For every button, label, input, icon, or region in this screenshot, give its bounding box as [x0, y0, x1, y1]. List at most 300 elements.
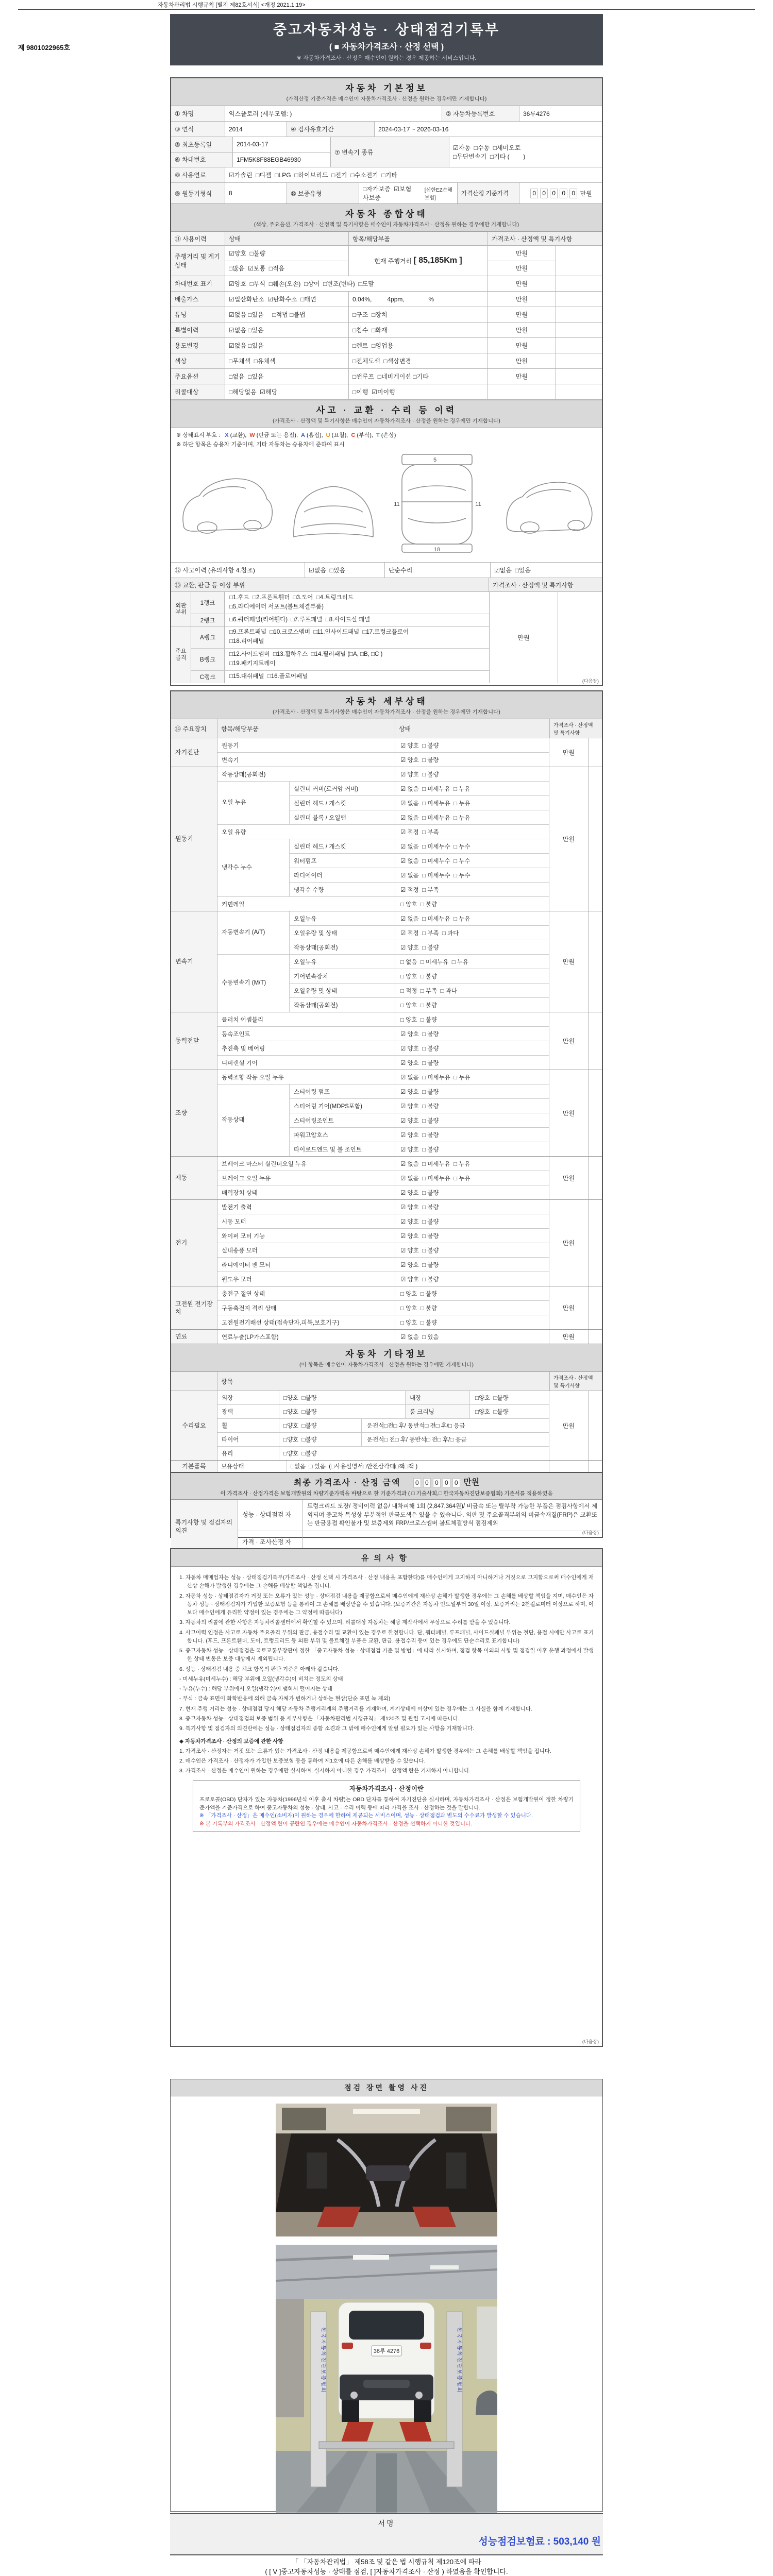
misc-item-state2: □양호 □불량: [475, 1409, 509, 1415]
detail-item: [290, 868, 549, 883]
accident-history-state: ☑없음 □있음: [305, 563, 385, 578]
misc-item-state: □양호 □불량: [279, 1405, 406, 1418]
detail-item: [217, 897, 549, 911]
detail-group: [171, 1200, 602, 1286]
detail-group-body: [217, 738, 549, 767]
detail-item: [217, 1185, 549, 1199]
warranty-label: ⑩ 보증유형: [287, 183, 359, 204]
detail-item-label: 추진축 및 베어링: [217, 1041, 395, 1055]
detail-item-state: □ 없음 □ 미세누유 □ 누유: [400, 959, 469, 965]
detail-run: [217, 1243, 549, 1258]
rank-items: [225, 614, 489, 626]
misc-basic-item-state: □없음 □ 있음 (□사용설명서□안전삼각대□잭□잭 ): [291, 1464, 418, 1470]
warranty-value: [359, 183, 458, 204]
price-cell: [549, 1461, 588, 1472]
detail-subgroup-label: 수동변속기 (M/T): [217, 955, 290, 1012]
detail-item-label: 실린더 블록 / 오일팬: [290, 810, 395, 824]
fuel-value: ☑가솔린 □디젤 □LPG □하이브리드 □전기 □수소전기 □기타: [229, 172, 397, 179]
car-name-value: 익스플로러 (세부모델: ): [225, 106, 442, 121]
rank-group: [171, 626, 489, 683]
detail-item-state: ☑ 양호 □ 불량: [400, 1132, 439, 1139]
rank-table: [171, 592, 602, 683]
state-code-desc: (판금 또는 용접),: [255, 432, 298, 438]
inspection-period-value: 2024-03-17 ~ 2026-03-16: [378, 125, 449, 133]
misc-item-label2: 내장: [406, 1391, 470, 1404]
detail-item-state: ☑ 양호 □ 불량: [400, 1204, 439, 1211]
summary-row-state: ☑없음 □있음: [225, 338, 349, 353]
misc-header-item: 항목: [217, 1372, 550, 1391]
detail-item: [217, 738, 549, 752]
section-box-2: [170, 690, 603, 1546]
detail-item-label: 타이로드엔드 및 볼 조인트: [290, 1142, 395, 1156]
notes-cell: [556, 369, 602, 384]
rank-items-line: □6.쿼터패널(리어휀다) □7.루프패널 □8.사이드실 패널: [229, 616, 371, 623]
detail-group: [171, 1070, 602, 1157]
notes-cell: [588, 738, 602, 767]
notice-paragraph: - 누유(누수) : 해당 부위에서 오일(냉각수)이 맺혀서 떨어지는 상태: [179, 1686, 333, 1692]
detail-item-label: 작동상태(공회전): [290, 998, 395, 1012]
detail-run: [217, 1041, 549, 1056]
detail-item-label: 스티어링 기어(MDPS포함): [290, 1099, 395, 1113]
detail-group: [171, 767, 602, 911]
rank-name: C랭크: [191, 671, 225, 683]
summary-row: [171, 369, 602, 384]
signature-label: 서명: [378, 2519, 395, 2528]
rear-view-photo: [276, 2245, 497, 2513]
notes-cell: [588, 1330, 602, 1344]
detail-group-name: 연료: [171, 1330, 217, 1344]
diagram-number-right: 11: [475, 501, 481, 507]
summary-row-state: ☑없음 □있음: [225, 323, 349, 337]
top-rule: [18, 9, 755, 10]
misc-repair-block: [171, 1391, 602, 1461]
base-price-unit: 만원: [580, 190, 592, 197]
detail-run: [217, 767, 549, 782]
reg-no-value: 36루4276: [523, 110, 550, 117]
detail-item: [290, 1142, 549, 1156]
detail-subtitle: (가격조사 · 산정액 및 특기사항은 매수인이 자동차가격조사 · 산정을 원하는 경우에만 기재합니다): [273, 709, 500, 715]
summary-row-part: □썬루프 □네비게이션 □기타: [349, 369, 488, 384]
underbody-photo: [276, 2104, 497, 2236]
detail-subgroup-label: 오일 누유: [217, 782, 290, 824]
detail-item-label: 연료누출(LP가스포함): [217, 1330, 395, 1344]
price-digit: 0: [530, 189, 538, 198]
detail-item: [217, 1330, 549, 1344]
misc-item-extra: 운전석□전□ 후/ 동반석□ 전□ 후/□ 응급: [367, 1423, 465, 1429]
detail-item: [217, 767, 549, 781]
detail-item-label: 변속기: [217, 753, 395, 767]
detail-item: [290, 810, 549, 824]
detail-item-state: ☑ 양호 □ 불량: [400, 1276, 439, 1283]
detail-item-label: 워터펌프: [290, 854, 395, 868]
detail-group-name: 조향: [171, 1070, 217, 1156]
summary-mileage-row: [171, 246, 602, 276]
detail-header-price: 가격조사 · 산정액 및 특기사항: [550, 719, 602, 738]
document-note: ※ 자동차가격조사 · 산정은 매수인이 원하는 경우 제공하는 서비스입니다.: [296, 55, 477, 61]
detail-band: [171, 691, 602, 719]
rank-group: [171, 592, 489, 626]
detail-item-label: 윈도우 모터: [217, 1272, 395, 1286]
notice-paragraph: 9. 특기사항 및 점검자의 의견란에는 성능 · 상태점검자의 종합 소견과 그 밖에 매수인에게 알릴 필요가 있는 사항을 기재합니다.: [179, 1725, 474, 1732]
state-code-desc: (교환),: [228, 432, 247, 438]
detail-item-label: 배력장치 상태: [217, 1185, 395, 1199]
detail-item-label: 클러치 어셈블리: [217, 1012, 395, 1026]
detail-item-label: 스티어링조인트: [290, 1113, 395, 1127]
detail-item-state: ☑ 없음 □ 미세누유 □ 누유: [400, 1175, 470, 1182]
detail-group-body: [217, 1200, 549, 1286]
notes-cell: [556, 292, 602, 307]
detail-item: [290, 1084, 549, 1099]
detail-item-label: 브레이크 마스터 실린더오일 누유: [217, 1157, 395, 1171]
notes-cell: [556, 338, 602, 353]
misc-basic-block: [171, 1461, 602, 1472]
model-year-value: 2014: [225, 122, 287, 137]
notes-cell: [588, 1200, 602, 1286]
detail-group-name: 자기진단: [171, 738, 217, 767]
rank-row: [191, 649, 489, 671]
notice-price-heading: ◆ 자동차가격조사 · 산정의 보증에 관한 사항: [179, 1738, 283, 1744]
price-digit: 0: [433, 1478, 441, 1488]
reg-no-label: ② 자동차등록번호: [442, 106, 519, 121]
detail-run: [217, 897, 549, 911]
detail-item: [290, 955, 549, 969]
summary-row: [171, 292, 602, 307]
detail-item-state: ☑ 없음 □ 미세누유 □ 누유: [400, 800, 470, 807]
detail-item-state: ☑ 양호 □ 불량: [400, 1089, 439, 1095]
detail-run: [217, 1157, 549, 1171]
detail-item: [290, 911, 549, 926]
mileage-prefix: 현재 주행거리: [374, 257, 412, 265]
warranty-checks: □자가보증 ☑보험사보증: [363, 185, 412, 201]
price-cell: 만원: [549, 911, 588, 1012]
detail-group-body: [217, 1012, 549, 1070]
summary-row-part: □구조 □장치: [349, 307, 488, 322]
diagram-number-left: 11: [394, 501, 400, 507]
model-year-label: ③ 연식: [171, 122, 225, 137]
state-code-letter: A: [301, 432, 305, 438]
detail-run: [217, 1229, 549, 1243]
detail-item-state: ☑ 양호 □ 불량: [400, 1247, 439, 1254]
engine-type-label: ⑨ 원동기형식: [171, 183, 225, 204]
notes-cell: [588, 1391, 602, 1460]
price-digit: 0: [423, 1478, 431, 1488]
lift-post-text-right: 한국자동차진단보증협회: [456, 2327, 462, 2394]
detail-item-state: □ 양호 □ 불량: [400, 1305, 438, 1312]
notice-paragraph: 2. 자동차 성능 · 상태점검자가 거짓 또는 오류가 있는 성능 · 상태점검 내용을 제공함으로써 매수인에게 재산상 손해가 발생한 경우에는 그 손해를 배상할 책임을 지며, 매수인은 자동차 성능 · 상태점검자가 가입한 보증보험 등을 통하여 그 손해를 배상받을 수 있습니다. (보증기간은 자동차 인도일부터 30일 이상, 보증거리는 2천킬로미터 이상으로 하며, 이보다 매수인에게 유리한 약정이 있는 경우에는 그 약정에 따릅니다): [179, 1592, 594, 1616]
price-definition-note-blue: ※ 「가격조사 · 산정」은 매수인(소비자)이 원하는 경우에 한하여 제공되는 서비스이며, 성능 · 상태점검과 별도의 수수료가 발생할 수 있습니다.: [199, 1812, 533, 1819]
detail-run: [217, 1056, 549, 1070]
detail-subgroup-items: [290, 911, 549, 954]
basic-info-subtitle: (가격산정 기준가격은 매수인이 자동차가격조사 · 산정을 원하는 경우에만 기재합니다): [286, 96, 487, 102]
detail-item: [290, 940, 549, 954]
summary-row-part: □침수 □화재: [349, 323, 488, 337]
misc-item-label: 유리: [217, 1447, 279, 1460]
detail-item: [217, 1070, 549, 1084]
mileage-state-2: □많음 ☑보통 □적음: [229, 265, 285, 273]
detail-item: [217, 825, 549, 839]
detail-header-part: 항목/해당부품: [217, 719, 395, 738]
detail-item: [290, 984, 549, 998]
detail-group-name: 동력전달: [171, 1012, 217, 1070]
notice-paragraph: - 미세누유(미세누수) : 해당 부위에 오일(냉각수)이 비치는 정도의 상태: [179, 1675, 343, 1682]
basic-info-table: [171, 106, 602, 204]
final-price-value: [412, 1476, 479, 1488]
detail-item: [217, 1200, 549, 1214]
misc-header-blank: [171, 1372, 217, 1391]
detail-item: [217, 1056, 549, 1070]
detail-item-state: ☑ 없음 □ 미세누수 □ 누수: [400, 843, 470, 850]
detail-item: [290, 883, 549, 896]
rank-group-label: 외판부위: [171, 592, 191, 626]
detail-group: [171, 1286, 602, 1330]
car-outline-svg: [171, 450, 602, 556]
rank-group-label: 주요골격: [171, 626, 191, 683]
notice-paragraph: 3. 가격조사 · 산정은 매수인이 원하는 경우에만 실시하며, 실시하지 아니한 경우 가격조사 · 산정액 란은 기재하지 아니합니다.: [179, 1768, 471, 1774]
next-page-label: (다음장): [582, 2039, 599, 2044]
misc-title: 자동차 기타정보: [345, 1349, 428, 1359]
notice-title: 유의사항: [171, 1549, 602, 1567]
price-digit: 0: [413, 1478, 421, 1488]
detail-run: [217, 911, 549, 955]
misc-item-extra: 운전석□ 전□ 후/ 동반석□ 전□ 후/□ 응급: [367, 1437, 467, 1443]
rank-items-line: □18.리어패널: [229, 638, 264, 645]
transmission-value: [449, 137, 602, 167]
detail-item-state: ☑ 없음 □ 미세누수 □ 누수: [400, 872, 470, 879]
summary-row: [171, 276, 602, 292]
rank-items: [225, 671, 489, 683]
state-code-letter: X: [225, 432, 229, 438]
notice-paragraph: 2. 매수인은 가격조사 · 산정자가 가입한 보증보험 등을 통하여 제1호에 따른 손해를 배상받을 수 있습니다.: [179, 1758, 426, 1765]
summary-header-state: 상태: [225, 232, 349, 245]
detail-item-state: □ 양호 □ 불량: [400, 973, 438, 980]
footer-line-1: 「 「자동차관리법」 제58조 및 같은 법 시행규칙 제120조에 따라: [292, 2558, 481, 2566]
notice-body: [171, 1567, 602, 1839]
detail-item-label: 브레이크 오일 누유: [217, 1171, 395, 1185]
price-cell: 만원: [489, 592, 558, 683]
detail-group-name: 제동: [171, 1157, 217, 1199]
detail-item-label: 실린더 헤드 / 개스킷: [290, 796, 395, 810]
detail-run: [217, 1301, 549, 1315]
summary-row: [171, 307, 602, 323]
summary-row-label: 특별이력: [171, 323, 225, 337]
misc-item-label2: 룸 크리닝: [406, 1405, 470, 1418]
detail-run: [217, 1084, 549, 1156]
rank-items: [225, 626, 489, 648]
detail-item: [290, 854, 549, 868]
rank-rows: [191, 626, 489, 683]
summary-row: [171, 384, 602, 400]
detail-item-state: □ 양호 □ 불량: [400, 1291, 438, 1297]
detail-item-state: ☑ 양호 □ 불량: [400, 1060, 439, 1066]
accident-band: [171, 400, 602, 428]
summary-row-label: 튜닝: [171, 307, 225, 322]
notes-cell: [556, 246, 602, 276]
rank-name: 1랭크: [191, 592, 225, 614]
inspector-opinion-text: 트렁크리드 도장/ 정비이력 없음/ 내차피해 1회 (2,847,364원)/ 비금속 또는 탈부착 가능한 부품은 점검사항에서 제외되며 중고차 특성상 부분적인 판금도색은 있을 수 있습니다. 외판 및 주요골격부위의 비금속재질(FRP)은 교환또는 판금용접 확인불가 및 보증제외 FRP/크로스멤버 볼트체결방식 점검제외: [307, 1503, 597, 1527]
price-cell: 만원: [549, 767, 588, 911]
misc-basic-item-label: 보유상태: [217, 1461, 287, 1472]
summary-table: [171, 232, 602, 400]
detail-item-label: 동력조향 작동 오일 누유: [217, 1070, 395, 1084]
notes-cell: [588, 911, 602, 1012]
summary-subtitle: (색상, 주요옵션, 가격조사 · 산정액 및 특기사항은 매수인이 자동차가격조사 · 산정을 원하는 경우에만 기재합니다): [254, 222, 519, 228]
detail-item-state: ☑ 적정 □ 부족 □ 과다: [400, 930, 459, 937]
detail-group-body: [217, 1070, 549, 1156]
detail-item-label: 와이퍼 모터 기능: [217, 1229, 395, 1243]
base-price-label: 가격산정 기준가격: [458, 183, 519, 204]
detail-item-label: 구동축전지 격리 상태: [217, 1301, 395, 1315]
photos-title: 점검 장면 촬영 사진: [171, 2079, 602, 2096]
detail-item-label: 충전구 절연 상태: [217, 1286, 395, 1300]
accident-history-table: [171, 562, 602, 683]
misc-item-state: □양호 □불량: [279, 1419, 362, 1432]
price-cell: 만원: [488, 276, 556, 291]
notice-paragraph: 7. 현재 주행 거리는 성능 · 상태점검 당시 해당 자동차 주행거리계의 주행거리를 기재하며, 계기상태에 이상이 있는 경우에는 그 사실을 함께 기재합니다.: [179, 1705, 533, 1712]
form-reference: 자동차관리법 시행규칙 [별지 제82호서식] <개정 2021.1.19>: [158, 2, 306, 8]
mileage-state-1: ☑양호 □불량: [225, 246, 348, 261]
detail-group: [171, 1157, 602, 1200]
detail-item-state: ☑ 없음 □ 미세누유 □ 누유: [400, 786, 470, 792]
state-code-desc: (흠집),: [305, 432, 323, 438]
state-code-letter: C: [351, 432, 356, 438]
detail-item-state: ☑ 없음 □ 미세누유 □ 누유: [400, 815, 470, 821]
summary-row-state: □해당없음 ☑해당: [225, 384, 349, 399]
price-cell: 만원: [549, 1070, 588, 1156]
detail-item-label: 작동상태(공회전): [217, 767, 395, 781]
transmission-label: ⑦ 변속기 종류: [331, 137, 449, 167]
price-definition-body: 프로토콜(OBD) 단자가 있는 자동차(1996년식 이후 출시 차량)는 OBD 단자를 통하여 자기진단을 실시하며, 자동차가격조사 · 산정은 보험개발원이 정한 차량기준가액을 기준가격으로 하여 중고자동차의 성능 · 상태, 사고 · 수리 이력 등에 따라 가격을 조사 · 산정하는 것을 말합니다.: [199, 1796, 574, 1811]
state-code-letter: U: [326, 432, 330, 438]
detail-item-state: ☑ 양호 □ 불량: [400, 944, 439, 951]
detail-item-label: 원동기: [217, 738, 395, 752]
detail-subgroup-label: 자동변속기 (A/T): [217, 911, 290, 954]
summary-row: [171, 323, 602, 338]
final-price-unit: 만원: [463, 1478, 480, 1487]
detail-group-body: [217, 1157, 549, 1199]
price-digit: 0: [560, 189, 567, 198]
notes-cell: [588, 1157, 602, 1199]
detail-group: [171, 1012, 602, 1070]
detail-item-state: □ 적정 □ 부족 □ 과다: [400, 988, 457, 994]
detail-item-label: 오일누유: [290, 911, 395, 925]
opinion-table: [171, 1499, 602, 1554]
detail-item-label: 디퍼렌셜 기어: [217, 1056, 395, 1070]
vin-label: ⑥ 차대번호: [171, 152, 233, 167]
misc-item-state: □양호 □불량: [283, 1451, 317, 1457]
detail-run: [217, 1286, 549, 1301]
detail-run: [217, 1171, 549, 1185]
detail-subgroup-items: [290, 782, 549, 824]
detail-item: [290, 839, 549, 854]
detail-item: [290, 782, 549, 796]
detail-item: [217, 1214, 549, 1228]
detail-run: [217, 1185, 549, 1199]
notes-cell: [588, 1070, 602, 1156]
rank-name: A랭크: [191, 626, 225, 648]
accident-title: 사고 · 교환 · 수리 등 이력: [316, 405, 457, 415]
detail-item: [217, 1315, 549, 1329]
diagram-number-bottom: 18: [433, 547, 441, 553]
detail-item-state: ☑ 양호 □ 불량: [400, 1262, 439, 1268]
exchange-header: ⑬ 교환, 판금 등 이상 부위: [171, 578, 489, 591]
accident-subtitle: (가격조사 · 산정액 및 특기사항은 매수인이 자동차가격조사 · 산정을 원하는 경우에만 기재합니다): [273, 418, 500, 424]
detail-run: [217, 825, 549, 839]
simple-repair-state: ☑없음 □있음: [494, 567, 531, 574]
detail-group-name: 변속기: [171, 911, 217, 1012]
detail-item-state: ☑ 양호 □ 불량: [400, 1146, 439, 1153]
summary-row-label: 용도변경: [171, 338, 225, 353]
vin-value: 1FM5K8F88EGB46930: [237, 156, 301, 163]
detail-group: [171, 911, 602, 1012]
summary-row-state: ☑양호 □부식 □훼손(오손) □상이 □변조(변타) □도말: [225, 276, 488, 291]
detail-item-label: 스티어링 펌프: [290, 1084, 395, 1098]
detail-item-label: 오일누유: [290, 955, 395, 969]
section-box-1: [170, 77, 603, 686]
footer-line-2: ( [ V ]중고자동차성능 · 상태를 점검, [ ]자동차가격조사 · 산정 ) 하였음을 확인합니다.: [265, 2567, 508, 2575]
detail-item-label: 라디에이터 팬 모터: [217, 1258, 395, 1272]
notes-cell: [588, 1012, 602, 1070]
simple-repair-label: 단순수리: [385, 563, 491, 578]
summary-row-part: 0.04%, 4ppm, %: [349, 292, 488, 307]
detail-header-device: ⑭ 주요장치: [171, 719, 217, 738]
price-cell: 만원: [515, 265, 528, 273]
summary-row-label: 차대번호 표기: [171, 276, 225, 291]
detail-item-label: 발전기 출력: [217, 1200, 395, 1214]
price-cell: 만원: [488, 338, 556, 353]
misc-item-state: □양호 □불량: [279, 1433, 362, 1446]
summary-row-part: □이행 ☑미이행: [349, 384, 488, 399]
notice-paragraph: 3. 자동차의 리콜에 관한 사항은 자동차리콜센터에서 확인할 수 있으며, 리콜대상 자동차는 해당 제작사에서 무상으로 수리를 받을 수 있습니다.: [179, 1619, 511, 1626]
detail-run: [217, 1258, 549, 1272]
summary-row-state: ☑일산화탄소 ☑탄화수소 □매연: [225, 292, 349, 307]
rank-row: [191, 614, 489, 626]
detail-item-label: 파워고압호스: [290, 1128, 395, 1142]
misc-header-price: 가격조사 · 산정액 및 특기사항: [550, 1372, 602, 1391]
state-code-desc: (요철),: [330, 432, 348, 438]
detail-run: [217, 839, 549, 897]
detail-run: [217, 1012, 549, 1027]
transmission-line2: □무단변속기 □기타 ( ): [453, 153, 526, 160]
detail-item-state: ☑ 양호 □ 불량: [400, 742, 439, 749]
detail-item-label: 기어변속장치: [290, 969, 395, 983]
final-price-note: 이 가격조사 · 산정가격은 보험개발원의 차량기준가액을 바탕으로 한 기준가격과 ( □ 기술사회,□ 한국자동차진단보증협회) 기준서를 적용하였음: [220, 1490, 553, 1497]
price-digit: 0: [443, 1478, 450, 1488]
detail-item-state: ☑ 양호 □ 불량: [400, 771, 439, 778]
detail-item-label: 실린더 헤드 / 개스킷: [290, 839, 395, 853]
detail-item-state: ☑ 없음 □ 미세누유 □ 누유: [400, 1074, 470, 1081]
summary-row-state: ☑없음 □있음 □적법 □불법: [225, 307, 349, 322]
rank-rows: [191, 592, 489, 626]
detail-item-state: ☑ 없음 □ 미세누유 □ 누유: [400, 1161, 470, 1167]
price-digit: 0: [452, 1478, 460, 1488]
state-code-desc: (부식),: [355, 432, 373, 438]
photos-box: [170, 2079, 603, 2512]
car-damage-diagrams: [171, 450, 602, 556]
detail-item: [217, 1027, 549, 1041]
misc-item-label: 휠: [217, 1419, 279, 1432]
price-cell: 만원: [549, 1200, 588, 1286]
detail-item: [290, 1113, 549, 1128]
detail-item-state: ☑ 없음 □ 있음: [400, 1334, 439, 1341]
detail-subgroup-items: [290, 839, 549, 896]
price-cell: 만원: [488, 353, 556, 368]
detail-header-state: 상태: [395, 719, 550, 738]
detail-item-state: ☑ 양호 □ 불량: [400, 1103, 439, 1110]
detail-subgroup-label: 작동상태: [217, 1084, 290, 1156]
notes-cell: [556, 307, 602, 322]
summary-row-label: 리콜대상: [171, 384, 225, 399]
first-reg-label: ⑤ 최초등록일: [171, 137, 233, 152]
